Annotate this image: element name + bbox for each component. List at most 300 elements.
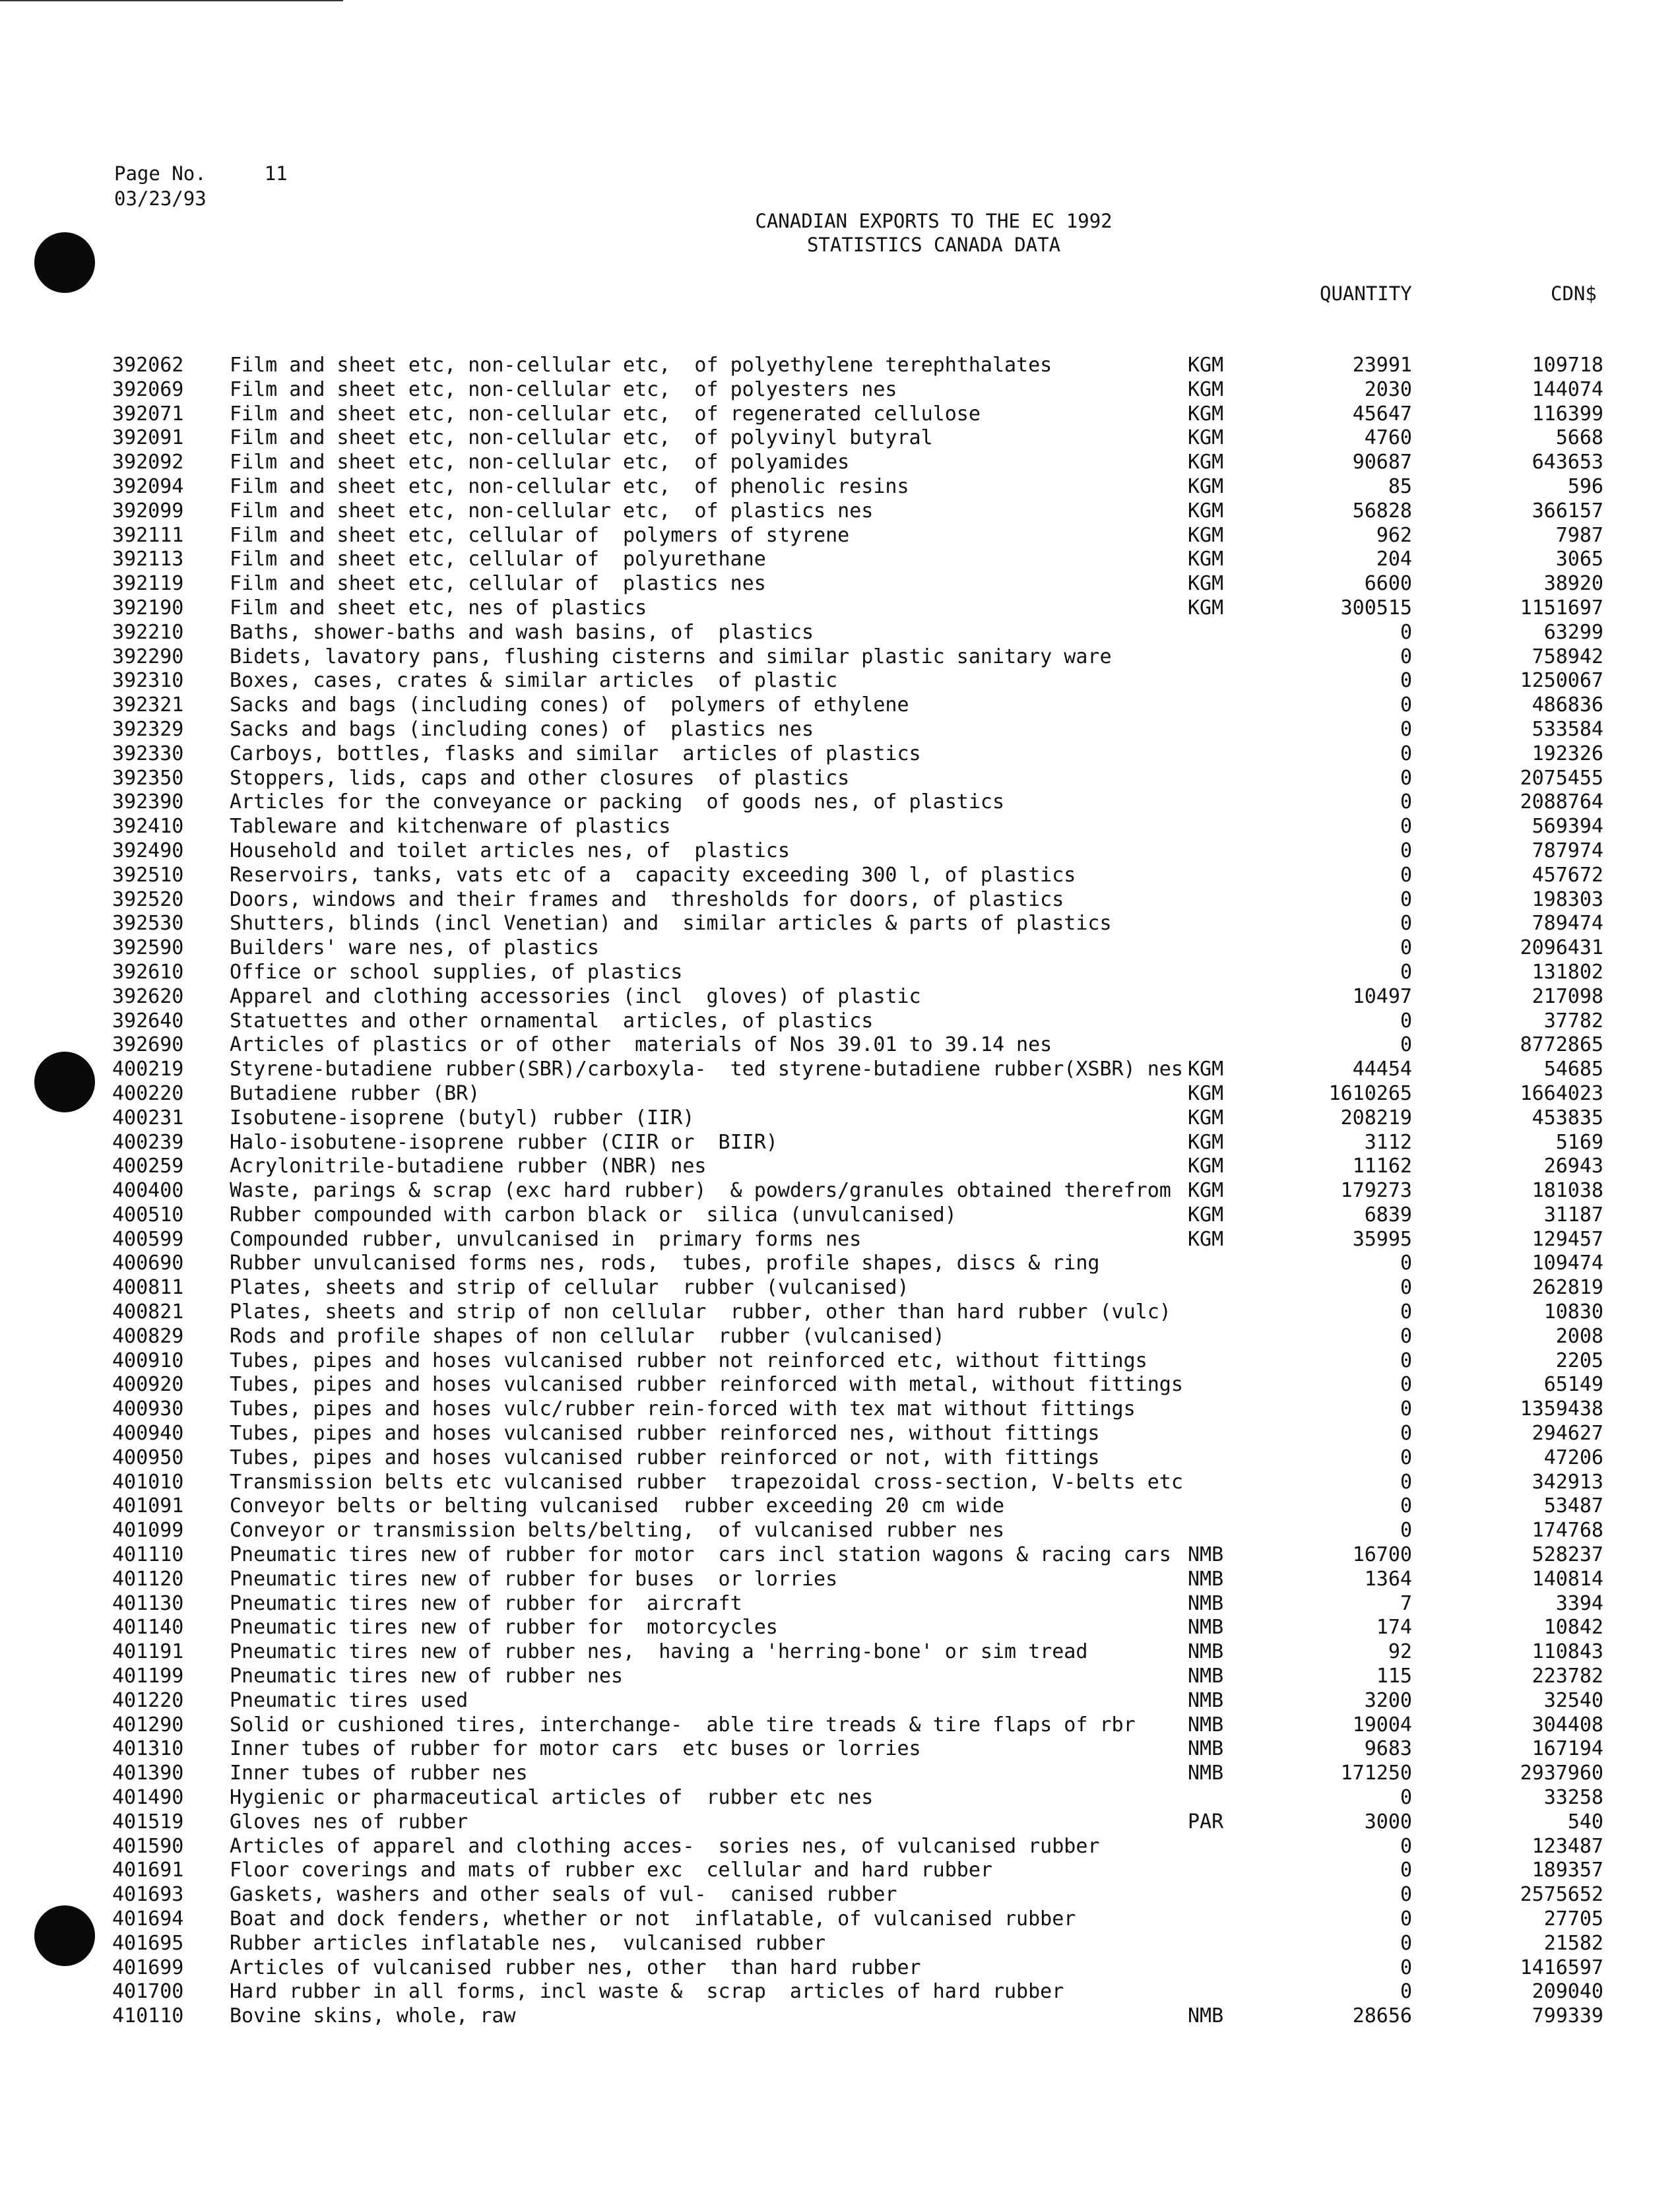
unit-of-measure: KGM <box>1188 1179 1224 1203</box>
commodity-description: Waste, parings & scrap (exc hard rubber) & powders/granules obtained therefrom <box>230 1179 1171 1203</box>
cdn-dollar-value: 533584 <box>1532 717 1603 741</box>
commodity-code: 400400 <box>112 1179 184 1203</box>
table-row <box>112 402 1603 427</box>
quantity-value: 0 <box>1400 1276 1412 1300</box>
commodity-description: Sacks and bags (including cones) of plastics nes <box>230 717 814 741</box>
commodity-code: 392490 <box>112 839 184 862</box>
table-row <box>112 888 1603 912</box>
export-table <box>112 354 1603 2029</box>
quantity-value: 174 <box>1376 1616 1412 1640</box>
commodity-code: 401290 <box>112 1713 184 1737</box>
commodity-code: 401694 <box>112 1907 184 1930</box>
commodity-code: 400940 <box>112 1422 184 1446</box>
commodity-code: 401310 <box>112 1737 184 1761</box>
quantity-value: 0 <box>1400 717 1412 741</box>
table-row <box>112 693 1603 718</box>
table-row <box>112 936 1603 961</box>
cdn-dollar-value: 129457 <box>1532 1227 1603 1251</box>
table-row <box>112 378 1603 402</box>
quantity-value: 90687 <box>1352 451 1412 474</box>
quantity-value: 0 <box>1400 669 1412 693</box>
table-row <box>112 475 1603 499</box>
table-row <box>112 912 1603 936</box>
quantity-value: 3200 <box>1364 1688 1412 1712</box>
unit-of-measure: KGM <box>1188 354 1224 377</box>
column-header-value: CDN$ <box>1551 282 1597 305</box>
unit-of-measure: KGM <box>1188 1130 1224 1154</box>
cdn-dollar-value: 2075455 <box>1520 766 1603 790</box>
quantity-value: 171250 <box>1340 1762 1412 1785</box>
commodity-code: 392091 <box>112 426 184 450</box>
quantity-value: 35995 <box>1352 1227 1412 1251</box>
table-row <box>112 572 1603 596</box>
unit-of-measure: KGM <box>1188 1081 1224 1105</box>
commodity-code: 392069 <box>112 377 184 401</box>
commodity-description: Rubber unvulcanised forms nes, rods, tubes, profile shapes, discs & ring <box>230 1252 1100 1275</box>
commodity-code: 392530 <box>112 912 184 936</box>
cdn-dollar-value: 26943 <box>1543 1155 1603 1178</box>
cdn-dollar-value: 192326 <box>1532 742 1603 765</box>
quantity-value: 962 <box>1376 523 1412 547</box>
commodity-description: Isobutene-isoprene (butyl) rubber (IIR) <box>230 1106 695 1130</box>
table-row <box>112 1568 1603 1592</box>
commodity-description: Tubes, pipes and hoses vulcanised rubber reinforced with metal, without fittings <box>230 1373 1183 1397</box>
unit-of-measure: NMB <box>1188 1713 1224 1737</box>
table-row <box>112 1689 1603 1713</box>
commodity-code: 392310 <box>112 669 184 693</box>
cdn-dollar-value: 54685 <box>1543 1058 1603 1081</box>
table-row <box>112 1155 1603 1179</box>
quantity-value: 0 <box>1400 1397 1412 1421</box>
unit-of-measure: KGM <box>1188 1106 1224 1130</box>
quantity-value: 85 <box>1388 474 1412 498</box>
quantity-value: 28656 <box>1352 2004 1412 2028</box>
unit-of-measure: NMB <box>1188 1567 1224 1591</box>
table-row <box>112 548 1603 572</box>
table-row <box>112 1082 1603 1106</box>
commodity-code: 400690 <box>112 1252 184 1275</box>
commodity-code: 400599 <box>112 1227 184 1251</box>
commodity-description: Film and sheet etc, cellular of polyurethane <box>230 548 766 571</box>
quantity-value: 6600 <box>1364 572 1412 596</box>
unit-of-measure: KGM <box>1188 1155 1224 1178</box>
commodity-description: Gaskets, washers and other seals of vul- canised rubber <box>230 1883 897 1907</box>
table-row <box>112 645 1603 670</box>
commodity-code: 400510 <box>112 1203 184 1227</box>
cdn-dollar-value: 540 <box>1567 1810 1603 1833</box>
commodity-code: 400829 <box>112 1324 184 1348</box>
table-row <box>112 1373 1603 1397</box>
commodity-code: 392690 <box>112 1033 184 1057</box>
unit-of-measure: NMB <box>1188 1640 1224 1664</box>
quantity-value: 0 <box>1400 863 1412 887</box>
quantity-value: 0 <box>1400 645 1412 668</box>
cdn-dollar-value: 10842 <box>1543 1616 1603 1640</box>
quantity-value: 0 <box>1400 790 1412 814</box>
table-row <box>112 1592 1603 1616</box>
commodity-description: Rods and profile shapes of non cellular rubber (vulcanised) <box>230 1324 945 1348</box>
commodity-description: Film and sheet etc, non-cellular etc, of polyamides <box>230 451 850 474</box>
cdn-dollar-value: 189357 <box>1532 1859 1603 1882</box>
cdn-dollar-value: 63299 <box>1543 620 1603 644</box>
cdn-dollar-value: 1416597 <box>1520 1956 1603 1979</box>
commodity-code: 392071 <box>112 402 184 426</box>
table-row <box>112 1713 1603 1738</box>
commodity-description: Pneumatic tires new of rubber for motorcycles <box>230 1616 778 1640</box>
table-row <box>112 1349 1603 1374</box>
cdn-dollar-value: 2205 <box>1555 1349 1603 1372</box>
commodity-code: 401191 <box>112 1640 184 1664</box>
unit-of-measure: KGM <box>1188 548 1224 571</box>
punch-hole <box>34 1052 95 1112</box>
cdn-dollar-value: 799339 <box>1532 2004 1603 2028</box>
cdn-dollar-value: 116399 <box>1532 402 1603 426</box>
unit-of-measure: NMB <box>1188 1688 1224 1712</box>
cdn-dollar-value: 47206 <box>1543 1446 1603 1469</box>
page-label: Page No. <box>114 162 207 185</box>
table-row <box>112 985 1603 1009</box>
quantity-value: 0 <box>1400 1009 1412 1033</box>
quantity-value: 0 <box>1400 1834 1412 1858</box>
table-row <box>112 767 1603 791</box>
commodity-description: Articles for the conveyance or packing of goods nes, of plastics <box>230 790 1004 814</box>
cdn-dollar-value: 65149 <box>1543 1373 1603 1397</box>
cdn-dollar-value: 167194 <box>1532 1737 1603 1761</box>
cdn-dollar-value: 1664023 <box>1520 1081 1603 1105</box>
cdn-dollar-value: 2088764 <box>1520 790 1603 814</box>
table-row <box>112 1276 1603 1300</box>
table-row <box>112 1786 1603 1810</box>
unit-of-measure: NMB <box>1188 1737 1224 1761</box>
cdn-dollar-value: 10830 <box>1543 1300 1603 1324</box>
table-row <box>112 1762 1603 1786</box>
commodity-description: Film and sheet etc, non-cellular etc, of polyvinyl butyral <box>230 426 933 450</box>
commodity-code: 400259 <box>112 1155 184 1178</box>
commodity-code: 392119 <box>112 572 184 596</box>
quantity-value: 23991 <box>1352 354 1412 377</box>
quantity-value: 0 <box>1400 912 1412 936</box>
unit-of-measure: NMB <box>1188 1543 1224 1567</box>
table-row <box>112 499 1603 524</box>
cdn-dollar-value: 2008 <box>1555 1324 1603 1348</box>
quantity-value: 0 <box>1400 887 1412 911</box>
cdn-dollar-value: 131802 <box>1532 960 1603 984</box>
table-row <box>112 1033 1603 1058</box>
commodity-description: Statuettes and other ornamental articles, of plastics <box>230 1009 874 1033</box>
unit-of-measure: KGM <box>1188 1227 1224 1251</box>
commodity-code: 401120 <box>112 1567 184 1591</box>
cdn-dollar-value: 21582 <box>1543 1931 1603 1955</box>
commodity-description: Stoppers, lids, caps and other closures of plastics <box>230 766 850 790</box>
commodity-code: 392330 <box>112 742 184 765</box>
commodity-code: 401490 <box>112 1786 184 1810</box>
commodity-code: 392092 <box>112 451 184 474</box>
table-row <box>112 621 1603 645</box>
commodity-code: 400910 <box>112 1349 184 1372</box>
table-row <box>112 1980 1603 2004</box>
commodity-code: 400920 <box>112 1373 184 1397</box>
table-row <box>112 1300 1603 1325</box>
quantity-value: 3000 <box>1364 1810 1412 1833</box>
commodity-description: Pneumatic tires used <box>230 1688 468 1712</box>
table-row <box>112 1228 1603 1252</box>
unit-of-measure: KGM <box>1188 572 1224 596</box>
commodity-description: Articles of apparel and clothing acces- sories nes, of vulcanised rubber <box>230 1834 1100 1858</box>
unit-of-measure: KGM <box>1188 523 1224 547</box>
cdn-dollar-value: 342913 <box>1532 1470 1603 1494</box>
commodity-code: 400220 <box>112 1081 184 1105</box>
unit-of-measure: NMB <box>1188 1665 1224 1688</box>
quantity-value: 0 <box>1400 1324 1412 1348</box>
quantity-value: 0 <box>1400 1349 1412 1372</box>
commodity-description: Plates, sheets and strip of cellular rubber (vulcanised) <box>230 1276 909 1300</box>
cdn-dollar-value: 789474 <box>1532 912 1603 936</box>
table-row <box>112 1106 1603 1131</box>
commodity-code: 392520 <box>112 887 184 911</box>
commodity-code: 392210 <box>112 620 184 644</box>
commodity-description: Household and toilet articles nes, of plastics <box>230 839 790 862</box>
commodity-description: Tableware and kitchenware of plastics <box>230 815 671 839</box>
quantity-value: 0 <box>1400 1883 1412 1907</box>
commodity-code: 401519 <box>112 1810 184 1833</box>
quantity-value: 0 <box>1400 1470 1412 1494</box>
commodity-description: Boat and dock fenders, whether or not inflatable, of vulcanised rubber <box>230 1907 1076 1930</box>
commodity-description: Acrylonitrile-butadiene rubber (NBR) nes <box>230 1155 707 1178</box>
unit-of-measure: NMB <box>1188 1591 1224 1615</box>
commodity-code: 401010 <box>112 1470 184 1494</box>
table-row <box>112 1252 1603 1276</box>
table-row <box>112 1932 1603 1956</box>
cdn-dollar-value: 2937960 <box>1520 1762 1603 1785</box>
quantity-value: 0 <box>1400 1931 1412 1955</box>
table-row <box>112 1397 1603 1422</box>
quantity-value: 0 <box>1400 839 1412 862</box>
cdn-dollar-value: 109474 <box>1532 1252 1603 1275</box>
quantity-value: 0 <box>1400 742 1412 765</box>
unit-of-measure: KGM <box>1188 474 1224 498</box>
unit-of-measure: KGM <box>1188 499 1224 523</box>
quantity-value: 11162 <box>1352 1155 1412 1178</box>
commodity-description: Pneumatic tires new of rubber for buses or lorries <box>230 1567 838 1591</box>
column-header-quantity: QUANTITY <box>1320 282 1412 305</box>
table-row <box>112 742 1603 767</box>
cdn-dollar-value: 643653 <box>1532 451 1603 474</box>
commodity-description: Transmission belts etc vulcanised rubber trapezoidal cross-section, V-belts etc <box>230 1470 1183 1494</box>
table-row <box>112 1956 1603 1981</box>
commodity-description: Inner tubes of rubber for motor cars etc buses or lorries <box>230 1737 921 1761</box>
table-row <box>112 1737 1603 1762</box>
cdn-dollar-value: 262819 <box>1532 1276 1603 1300</box>
commodity-code: 392350 <box>112 766 184 790</box>
commodity-description: Film and sheet etc, non-cellular etc, of regenerated cellulose <box>230 402 981 426</box>
cdn-dollar-value: 27705 <box>1543 1907 1603 1930</box>
table-row <box>112 524 1603 548</box>
table-row <box>112 839 1603 864</box>
table-row <box>112 1616 1603 1640</box>
unit-of-measure: KGM <box>1188 1203 1224 1227</box>
cdn-dollar-value: 2096431 <box>1520 936 1603 960</box>
cdn-dollar-value: 294627 <box>1532 1422 1603 1446</box>
commodity-description: Baths, shower-baths and wash basins, of plastics <box>230 620 814 644</box>
quantity-value: 6839 <box>1364 1203 1412 1227</box>
table-row <box>112 815 1603 839</box>
unit-of-measure: KGM <box>1188 596 1224 620</box>
commodity-description: Sacks and bags (including cones) of polymers of ethylene <box>230 693 909 717</box>
commodity-description: Articles of plastics or of other materials of Nos 39.01 to 39.14 nes <box>230 1033 1052 1057</box>
table-row <box>112 1519 1603 1543</box>
commodity-description: Pneumatic tires new of rubber nes <box>230 1665 624 1688</box>
commodity-description: Office or school supplies, of plastics <box>230 960 683 984</box>
commodity-code: 401691 <box>112 1859 184 1882</box>
table-row <box>112 1907 1603 1932</box>
commodity-code: 400930 <box>112 1397 184 1421</box>
cdn-dollar-value: 174768 <box>1532 1519 1603 1543</box>
quantity-value: 208219 <box>1340 1106 1412 1130</box>
quantity-value: 0 <box>1400 1956 1412 1979</box>
commodity-code: 400950 <box>112 1446 184 1469</box>
cdn-dollar-value: 140814 <box>1532 1567 1603 1591</box>
commodity-code: 392620 <box>112 984 184 1008</box>
table-row <box>112 961 1603 985</box>
commodity-code: 392113 <box>112 548 184 571</box>
commodity-description: Hygienic or pharmaceutical articles of rubber etc nes <box>230 1786 874 1810</box>
cdn-dollar-value: 3394 <box>1555 1591 1603 1615</box>
page-info <box>114 161 288 211</box>
cdn-dollar-value: 457672 <box>1532 863 1603 887</box>
commodity-description: Butadiene rubber (BR) <box>230 1081 480 1105</box>
quantity-value: 0 <box>1400 936 1412 960</box>
table-row <box>112 1835 1603 1859</box>
commodity-description: Bidets, lavatory pans, flushing cisterns and similar plastic sanitary ware <box>230 645 1112 668</box>
cdn-dollar-value: 5169 <box>1555 1130 1603 1154</box>
commodity-code: 401099 <box>112 1519 184 1543</box>
unit-of-measure: NMB <box>1188 2004 1224 2028</box>
table-row <box>112 1640 1603 1665</box>
unit-of-measure: KGM <box>1188 377 1224 401</box>
cdn-dollar-value: 758942 <box>1532 645 1603 668</box>
commodity-code: 401130 <box>112 1591 184 1615</box>
commodity-code: 401695 <box>112 1931 184 1955</box>
table-row <box>112 1325 1603 1349</box>
cdn-dollar-value: 596 <box>1567 474 1603 498</box>
quantity-value: 1364 <box>1364 1567 1412 1591</box>
cdn-dollar-value: 32540 <box>1543 1688 1603 1712</box>
commodity-description: Styrene-butadiene rubber(SBR)/carboxyla- ted styrene-butadiene rubber(XSBR) nes <box>230 1058 1183 1081</box>
commodity-description: Film and sheet etc, non-cellular etc, of plastics nes <box>230 499 874 523</box>
commodity-code: 392190 <box>112 596 184 620</box>
commodity-code: 400821 <box>112 1300 184 1324</box>
commodity-description: Shutters, blinds (incl Venetian) and similar articles & parts of plastics <box>230 912 1112 936</box>
report-title: CANADIAN EXPORTS TO THE EC 1992 <box>755 210 1113 232</box>
table-row <box>112 669 1603 693</box>
page-number: 11 <box>264 162 288 185</box>
quantity-value: 3112 <box>1364 1130 1412 1154</box>
quantity-value: 7 <box>1400 1591 1412 1615</box>
quantity-value: 92 <box>1388 1640 1412 1664</box>
table-row <box>112 1131 1603 1155</box>
commodity-description: Tubes, pipes and hoses vulc/rubber rein-forced with tex mat without fittings <box>230 1397 1136 1421</box>
table-row <box>112 1179 1603 1203</box>
commodity-code: 392410 <box>112 815 184 839</box>
table-row <box>112 426 1603 451</box>
cdn-dollar-value: 569394 <box>1532 815 1603 839</box>
commodity-description: Floor coverings and mats of rubber exc cellular and hard rubber <box>230 1859 992 1882</box>
commodity-code: 392111 <box>112 523 184 547</box>
commodity-code: 392329 <box>112 717 184 741</box>
table-row <box>112 1446 1603 1471</box>
commodity-description: Tubes, pipes and hoses vulcanised rubber not reinforced etc, without fittings <box>230 1349 1147 1372</box>
quantity-value: 0 <box>1400 1786 1412 1810</box>
commodity-description: Film and sheet etc, non-cellular etc, of polyethylene terephthalates <box>230 354 1052 377</box>
commodity-code: 400811 <box>112 1276 184 1300</box>
table-row <box>112 2004 1603 2029</box>
unit-of-measure: NMB <box>1188 1616 1224 1640</box>
quantity-value: 0 <box>1400 1980 1412 2004</box>
table-row <box>112 1883 1603 1907</box>
unit-of-measure: KGM <box>1188 402 1224 426</box>
commodity-code: 392321 <box>112 693 184 717</box>
commodity-code: 400231 <box>112 1106 184 1130</box>
unit-of-measure: KGM <box>1188 426 1224 450</box>
commodity-code: 401700 <box>112 1980 184 2004</box>
quantity-value: 0 <box>1400 1494 1412 1518</box>
commodity-description: Halo-isobutene-isoprene rubber (CIIR or BIIR) <box>230 1130 778 1154</box>
commodity-description: Conveyor or transmission belts/belting, of vulcanised rubber nes <box>230 1519 1004 1543</box>
cdn-dollar-value: 1250067 <box>1520 669 1603 693</box>
cdn-dollar-value: 37782 <box>1543 1009 1603 1033</box>
table-row <box>112 1058 1603 1082</box>
commodity-code: 401390 <box>112 1762 184 1785</box>
commodity-description: Bovine skins, whole, raw <box>230 2004 516 2028</box>
commodity-code: 392099 <box>112 499 184 523</box>
table-row <box>112 864 1603 888</box>
commodity-code: 392590 <box>112 936 184 960</box>
cdn-dollar-value: 33258 <box>1543 1786 1603 1810</box>
cdn-dollar-value: 53487 <box>1543 1494 1603 1518</box>
scan-top-rule <box>0 0 343 1</box>
quantity-value: 0 <box>1400 1519 1412 1543</box>
commodity-description: Apparel and clothing accessories (incl gloves) of plastic <box>230 984 921 1008</box>
quantity-value: 2030 <box>1364 377 1412 401</box>
table-row <box>112 1471 1603 1495</box>
quantity-value: 16700 <box>1352 1543 1412 1567</box>
cdn-dollar-value: 528237 <box>1532 1543 1603 1567</box>
cdn-dollar-value: 304408 <box>1532 1713 1603 1737</box>
cdn-dollar-value: 123487 <box>1532 1834 1603 1858</box>
quantity-value: 0 <box>1400 1907 1412 1930</box>
commodity-description: Gloves nes of rubber <box>230 1810 468 1833</box>
commodity-description: Rubber compounded with carbon black or silica (unvulcanised) <box>230 1203 957 1227</box>
table-row <box>112 1859 1603 1883</box>
cdn-dollar-value: 5668 <box>1555 426 1603 450</box>
unit-of-measure: PAR <box>1188 1810 1224 1833</box>
quantity-value: 204 <box>1376 548 1412 571</box>
quantity-value: 4760 <box>1364 426 1412 450</box>
commodity-description: Reservoirs, tanks, vats etc of a capacity exceeding 300 l, of plastics <box>230 863 1076 887</box>
quantity-value: 44454 <box>1352 1058 1412 1081</box>
commodity-description: Film and sheet etc, cellular of polymers of styrene <box>230 523 850 547</box>
commodity-code: 392390 <box>112 790 184 814</box>
table-row <box>112 1009 1603 1034</box>
cdn-dollar-value: 1151697 <box>1520 596 1603 620</box>
commodity-description: Inner tubes of rubber nes <box>230 1762 528 1785</box>
table-row <box>112 1203 1603 1228</box>
table-row <box>112 1543 1603 1568</box>
quantity-value: 0 <box>1400 1033 1412 1057</box>
cdn-dollar-value: 8772865 <box>1520 1033 1603 1057</box>
unit-of-measure: KGM <box>1188 1058 1224 1081</box>
cdn-dollar-value: 38920 <box>1543 572 1603 596</box>
